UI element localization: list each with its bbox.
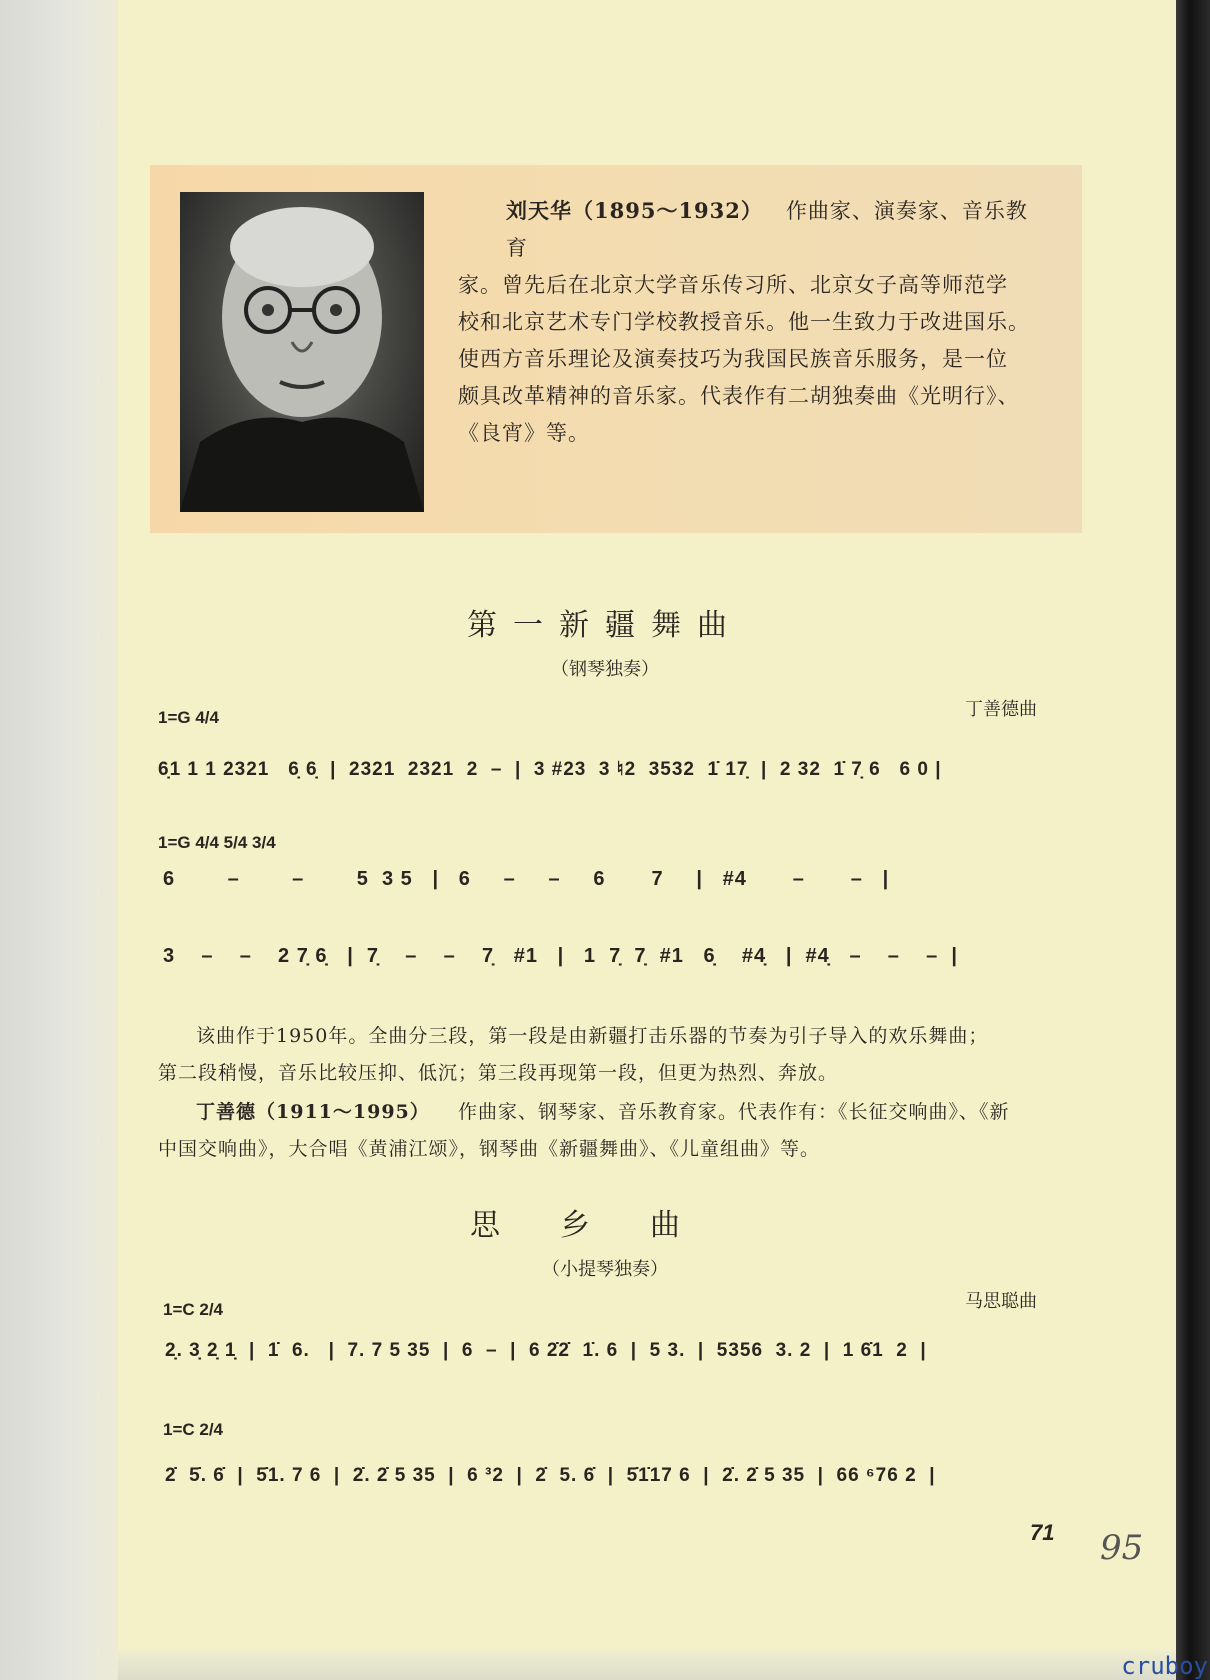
para2-dates: （1911～1995） (256, 1101, 430, 1123)
para1-line-2: 第二段稍慢，音乐比较压抑、低沉；第三段再现第一段，但更为热烈、奔放。 (158, 1062, 839, 1084)
bio-line-3: 校和北京艺术专门学校教授音乐。他一生致力于改进国乐。 (458, 310, 1030, 334)
page-number: 71 (1030, 1520, 1055, 1545)
portrait-illustration (180, 192, 424, 512)
para2-line-2: 中国交响曲》，大合唱《黄浦江颂》，钢琴曲《新疆舞曲》、《儿童组曲》等。 (158, 1138, 821, 1160)
watermark: cruboy (1121, 1652, 1208, 1680)
piece2-subtitle: （小提琴独奏） (542, 1259, 668, 1280)
piece1-key-1: 1=G 4/4 (158, 708, 219, 727)
page-edge-right (1176, 0, 1210, 1680)
piece2-composer: 马思聪曲 (965, 1291, 1037, 1312)
bio-line-1-rest: 作曲家、演奏家、音乐教育 (506, 199, 1028, 260)
piece1-subtitle: （钢琴独奏） (551, 659, 659, 680)
piece1-row-1: 6̣1 1 1 2321 6̣ 6̣ | 2321 2321 2 – | 3 #23 3 ♮2 3532 1̇ 17̣ | 2 32 1̇ 7̣ 6 6 0 | (158, 759, 942, 780)
piece1-key-2: 1=G 4/4 5/4 3/4 (158, 833, 276, 852)
bio-line-6: 《良宵》等。 (458, 421, 590, 445)
piece2-title: 思乡曲 (470, 1208, 740, 1243)
para2-name: 丁善德 (196, 1101, 257, 1123)
bio-line-2: 家。曾先后在北京大学音乐传习所、北京女子高等师范学 (458, 273, 1008, 297)
piece1-description (158, 1018, 1088, 1092)
bio-name: 刘天华 (506, 198, 572, 223)
piece2-row-2: 2̇ 5̇. 6̇ | 5̇1. 7 6 | 2̇. 2̇ 5 35 | 6 ³2 | 2̇ 5. 6̇ | 5̇1̇17 6 | 2̇. 2̇ 5 35 | 66 ⁶76 2 | (165, 1465, 936, 1486)
bio-line-4: 使西方音乐理论及演奏技巧为我国民族音乐服务，是一位 (458, 347, 1008, 371)
piece2-key-2: 1=C 2/4 (163, 1420, 224, 1439)
bio-line-1 (458, 192, 1048, 267)
handwritten-page-number: 95 (1100, 1528, 1144, 1568)
page-edge-left (0, 0, 118, 1680)
bio-dates: （1895～1932） (572, 198, 763, 223)
para2-line-1 (158, 1094, 1088, 1131)
piece1-title: 第一新疆舞曲 (467, 608, 743, 643)
piece1-row-3: 3 – – 2 7̣ 6̣ | 7̣ – – 7̣ #1 | 1 7̣ 7̣ #1 6̣ #4̣ | #4̣ – – – | (163, 945, 958, 967)
portrait-photo (180, 192, 424, 512)
bio-line-5: 颇具改革精神的音乐家。代表作有二胡独奏曲《光明行》、 (458, 384, 1020, 408)
piece1-composer: 丁善德曲 (965, 699, 1037, 720)
para2-line-1-rest: 作曲家、钢琴家、音乐教育家。代表作有：《长征交响曲》、《新 (457, 1101, 1010, 1123)
piece2-key-1: 1=C 2/4 (163, 1300, 224, 1319)
page-edge-bottom (118, 1650, 1176, 1680)
para1-line-1: 该曲作于1950年。全曲分三段，第一段是由新疆打击乐器的节奏为引子导入的欢乐舞曲； (196, 1025, 989, 1047)
piece2-row-1: 2̣. 3̣ 2̣ 1̣ | 1̇ 6. | 7. 7 5 35 | 6 – | 6 2̇2̇ 1̇. 6 | 5 3. | 5356 3. 2 | 1 6̇1 2 | (165, 1340, 927, 1361)
piece1-row-2: 6 – – 5 3 5 | 6 – – 6 7 | #4 – – | (163, 868, 890, 890)
bio-text (458, 192, 1048, 452)
composer-bio (158, 1094, 1088, 1168)
